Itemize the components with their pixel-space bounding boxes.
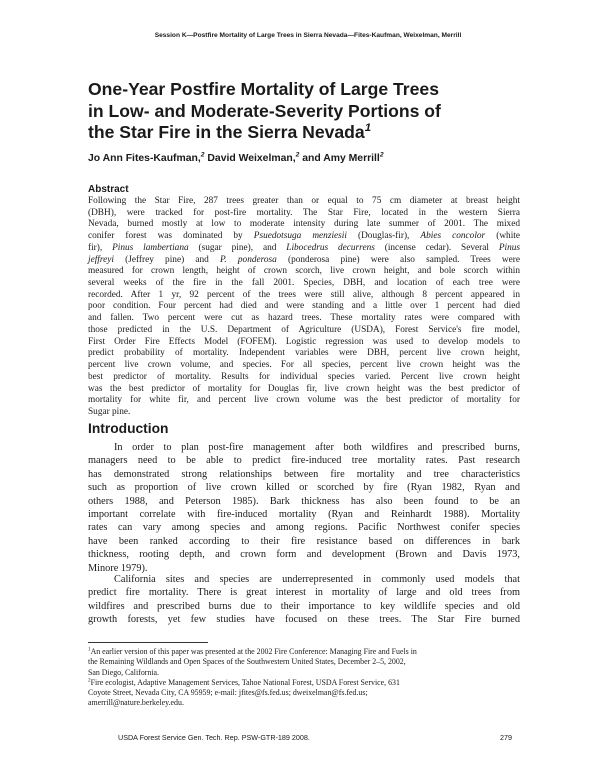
title-line-3-text: the Star Fire in the Sierra Nevada — [88, 122, 365, 142]
footnote-1-mark: 1 — [88, 646, 91, 653]
intro-line: rates can vary among species and among regions. Pacific Northwest conifer species — [88, 522, 520, 534]
author-2: David Weixelman, — [204, 153, 296, 164]
species-name: Libocedrus decurrens — [286, 242, 375, 253]
author-3: and Amy Merrill — [299, 153, 380, 164]
abstract-line: Sugar pine. — [88, 406, 131, 417]
author-3-mark: 2 — [379, 151, 384, 159]
page-number: 279 — [500, 733, 512, 742]
intro-line: such as proportion of live crown killed or scorched by fire (Ryan 1982, Ryan and — [88, 482, 520, 494]
footnote-1-line-3: San Diego, California. — [88, 667, 160, 677]
abstract-line: Following the Star Fire, 287 trees greater than or equal to 75 cm diameter at breast height — [88, 196, 520, 206]
abstract-line: poor condition. Four percent had died and were standing and a little over 1 percent had died — [88, 301, 520, 312]
intro-line: California sites and species are underrepresented in commonly used models that — [114, 574, 520, 585]
abstract-line: measured for crown length, height of crown scorch, live crown height, and bole scorch within — [88, 266, 520, 277]
abstract-line: best predictor of mortality. Results for individual species varied. Percent live crown height — [88, 371, 520, 382]
introduction-heading: Introduction — [88, 421, 169, 436]
intro-line: In order to plan post-fire management after both wildfires and prescribed burns, — [114, 442, 520, 453]
abstract-text: fir), — [88, 242, 113, 253]
author-1-mark: 2 — [200, 151, 205, 159]
title-line-2: in Low- and Moderate-Severity Portions of — [88, 100, 441, 121]
intro-line: important correlate with fire-induced mortality (Ryan and Reinhardt 1988). Mortality — [88, 509, 520, 521]
abstract-heading: Abstract — [88, 184, 129, 195]
footer-citation: USDA Forest Service Gen. Tech. Rep. PSW-GTR-189 2008. — [118, 733, 310, 742]
title-line-1: One-Year Postfire Mortality of Large Trees — [88, 79, 440, 99]
intro-line: managers need to be able to predict fire-induced tree mortality rates. Past research — [88, 455, 520, 467]
abstract-line: several weeks of the fire in the fall 2001. Species, DBH, and location of each tree were — [88, 278, 520, 289]
abstract-line: (DBH), were tracked for post-fire mortality. The Star Fire, located in the western Sierra — [88, 207, 520, 218]
footnote-2-line-1 — [88, 678, 520, 688]
species-name: P. ponderosa — [219, 254, 277, 265]
abstract-line: mortality for white fir, and percent live crown volume was the best predictor of mortality for — [88, 395, 520, 406]
abstract-line: Nevada, burned mostly at low to moderate intensity during late summer of 2001. The mixed — [88, 219, 520, 230]
abstract-text: (ponderosa pine) were also sampled. Trees were — [276, 254, 520, 265]
intro-line: Minore 1979). — [88, 562, 148, 574]
abstract-text: (sugar pine), and — [188, 242, 287, 253]
abstract-line: percent live crown volume, and species. For all species, percent live crown height was the — [88, 360, 520, 371]
species-name: Pinus — [498, 242, 520, 253]
intro-paragraph-2 — [88, 573, 520, 627]
abstract-line: First Order Fire Effects Model (FOFEM). Logistic regression was used to develop models to — [88, 336, 520, 347]
footnote-rule — [88, 642, 208, 643]
abstract-line — [88, 255, 520, 267]
footnotes — [88, 647, 520, 709]
author-list — [88, 153, 528, 164]
abstract-line: recorded. After 1 yr, 92 percent of the trees were still alive, although 8 percent appeared in — [88, 289, 520, 300]
intro-line: has demonstrated strong relationships between fire mortality and tree characteristics — [88, 468, 520, 480]
species-name: jeffreyi — [88, 254, 114, 265]
abstract-text: (Douglas-fir), — [346, 231, 421, 242]
abstract-line: was the best predictor of mortality for Douglas fir, live crown height was the best predictor of — [88, 383, 520, 394]
abstract-text: (white — [485, 231, 520, 242]
running-header: Session K—Postfire Mortality of Large Trees in Sierra Nevada—Fites-Kaufman, Weixelman, Merrill — [154, 32, 462, 39]
intro-line: wildfires and prescribed burns due to their importance to key wildlife species and old — [88, 600, 520, 612]
intro-line: growth forests, yet few studies have focused on these trees. The Star Fire burned — [88, 614, 520, 626]
footnote-text: Fire ecologist, Adaptive Management Services, Tahoe National Forest, USDA Forest Service, 631 — [90, 677, 400, 687]
abstract-line — [88, 231, 520, 243]
abstract-line: and fallen. Two percent were cut as hazard trees. These mortality rates were compared with — [88, 313, 520, 324]
intro-line: others 1988, and Peterson 1985). Bark thickness has also been found to be an — [88, 495, 520, 507]
title-line-3 — [88, 122, 528, 144]
footnote-1-line-1 — [88, 647, 520, 657]
abstract-line: predict probability of mortality. Independent variables were DBH, percent live crown height, — [88, 348, 520, 359]
species-name: Psuedotsuga menziesii — [253, 231, 347, 242]
title-footnote-mark: 1 — [364, 122, 372, 135]
abstract-line — [88, 243, 520, 255]
footnote-1-line-2: the Remaining Wildlands and Open Spaces of the Southwestern United States, December 2–5, 2002, — [88, 657, 406, 667]
paper-title — [88, 79, 528, 144]
species-name: Pinus lambertiana — [112, 242, 189, 253]
abstract-body — [88, 196, 520, 419]
abstract-line: those predicted in the U.S. Department of Agriculture (USDA), Forest Service's fire model, — [88, 324, 520, 335]
author-1: Jo Ann Fites-Kaufman, — [88, 153, 201, 164]
author-2-mark: 2 — [295, 151, 300, 159]
abstract-text: (Jeffrey pine) and — [113, 254, 220, 265]
abstract-text: (incense cedar). Several — [374, 242, 499, 253]
abstract-text: conifer forest was dominated by — [88, 231, 254, 242]
species-name: Abies concolor — [420, 231, 486, 242]
intro-line: thickness, rooting depth, and crown form and development (Brown and Davis 1973, — [88, 549, 520, 561]
intro-line: predict fire mortality. There is great interest in mortality of large and old trees from — [88, 587, 520, 599]
footnote-2-mark: 2 — [88, 677, 91, 684]
footnote-2-line-3: amerrill@nature.berkeley.edu. — [88, 698, 184, 708]
intro-paragraph-1 — [88, 441, 520, 575]
footnote-text: An earlier version of this paper was presented at the 2002 Fire Conference: Managing Fire and Fuels in — [90, 647, 417, 656]
intro-line: have been ranked according to their fire resistance based on differences in bark — [88, 535, 520, 547]
footnote-2-line-2: Coyote Street, Nevada City, CA 95959; e-mail: jfites@fs.fed.us; dweixelman@fs.fed.us; — [88, 688, 368, 698]
